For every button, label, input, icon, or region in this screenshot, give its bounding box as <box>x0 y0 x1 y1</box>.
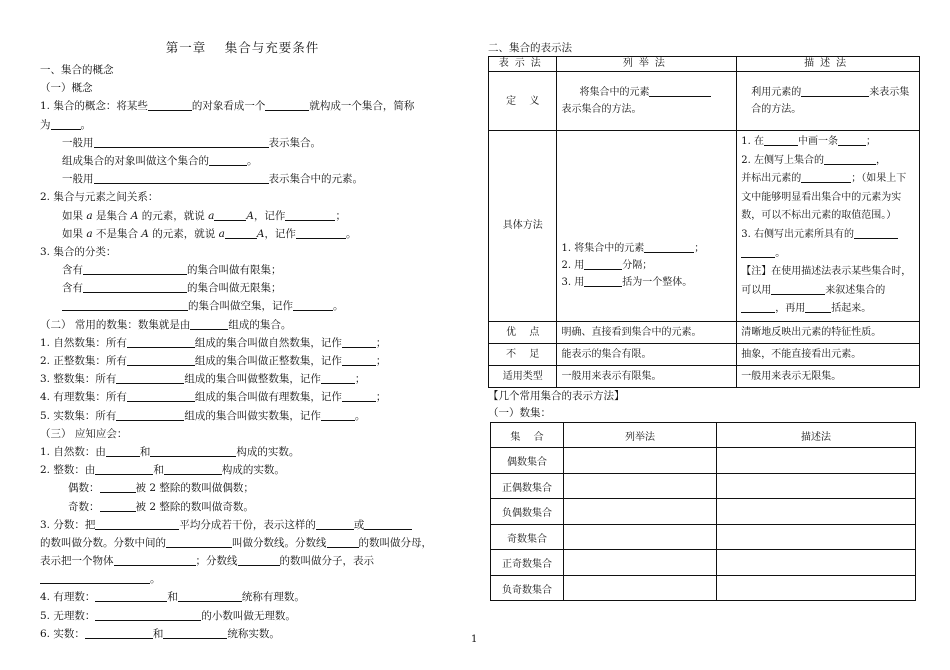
blank[interactable] <box>801 170 851 183</box>
answer-cell[interactable] <box>717 550 916 576</box>
blank[interactable] <box>114 553 196 566</box>
blank[interactable] <box>95 462 153 475</box>
table-row <box>489 365 920 387</box>
blank[interactable] <box>584 257 622 270</box>
answer-cell[interactable] <box>564 473 717 499</box>
blank[interactable] <box>364 517 412 530</box>
text-line: 2. 集合与元素之间关系： <box>40 191 159 204</box>
blank[interactable] <box>321 408 355 421</box>
blank[interactable] <box>741 300 775 313</box>
row-label: 正偶数集合 <box>491 473 564 499</box>
table-cell: 一般用来表示无限集。 <box>737 365 920 387</box>
subsection-heading: （三） 应知应会： <box>40 427 128 440</box>
right-column <box>488 40 928 601</box>
header-cell: 描述法 <box>717 422 916 448</box>
blank[interactable] <box>838 133 866 146</box>
blank[interactable] <box>584 274 622 287</box>
answer-cell[interactable] <box>564 499 717 525</box>
text-line: 偶数： 被 2 整除的数叫做偶数； <box>68 482 254 495</box>
table-row <box>491 524 916 550</box>
blank[interactable] <box>95 517 179 530</box>
blank[interactable] <box>163 626 227 639</box>
blank[interactable] <box>116 408 184 421</box>
blank[interactable] <box>83 262 187 275</box>
answer-cell[interactable] <box>564 524 717 550</box>
row-label: 定 义 <box>489 72 557 131</box>
table-row <box>489 72 920 131</box>
text-line: 6. 实数： 和 统称实数。 <box>40 627 280 640</box>
blank[interactable] <box>771 282 825 295</box>
blank[interactable] <box>342 353 376 366</box>
blank[interactable] <box>62 298 188 311</box>
text-line: 3. 分数：把 平均分成若干份，表示这样的 或 <box>40 516 445 534</box>
blank[interactable] <box>148 98 192 111</box>
table-row <box>491 473 916 499</box>
blank[interactable] <box>296 226 346 239</box>
blank[interactable] <box>85 626 153 639</box>
row-label: 负偶数集合 <box>491 499 564 525</box>
text-line: 一般用 表示集合中的元素。 <box>62 173 363 186</box>
table-row <box>491 550 916 576</box>
row-label: 正奇数集合 <box>491 550 564 576</box>
header-cell: 列举法 <box>557 57 737 72</box>
blank[interactable] <box>327 535 359 548</box>
text-line: 5. 无理数： 的小数叫做无理数。 <box>40 609 296 622</box>
blank[interactable] <box>644 240 694 253</box>
table-row <box>489 131 920 322</box>
definition-line: 1. 集合的概念：将某些 的对象看成一个 就构成一个集合，简称 <box>40 100 415 113</box>
section-heading: 一、集合的概念 <box>40 64 114 76</box>
blank[interactable] <box>293 298 333 311</box>
table-cell: 一般用来表示有限集。 <box>557 365 737 387</box>
answer-cell[interactable] <box>717 575 916 601</box>
answer-cell[interactable] <box>717 448 916 474</box>
text-line: 的集合叫做空集，记作 。 <box>40 297 445 315</box>
blank[interactable] <box>94 171 269 184</box>
table-row <box>489 343 920 365</box>
blank[interactable] <box>342 335 376 348</box>
table-cell: 将集合中的元素 表示集合的方法。 <box>557 72 737 131</box>
blank[interactable] <box>824 152 876 165</box>
row-label: 不 足 <box>489 343 557 365</box>
table-cell: 利用元素的 来表示集合的方法。 <box>737 72 920 131</box>
row-label: 具体方法 <box>489 131 557 322</box>
section-heading: 【几个常用集合的表示方法】 <box>488 389 625 402</box>
row-label: 负奇数集合 <box>491 575 564 601</box>
blank[interactable] <box>100 499 136 512</box>
table-cell: 1. 将集合中的元素 ； 2. 用 分隔； 3. 用 括为一个整体。 <box>557 131 737 322</box>
subsection-heading: （二） 常用的数集：数集就是由 组成的集合。 <box>40 318 292 331</box>
blank[interactable] <box>209 153 247 166</box>
blank[interactable] <box>95 589 167 602</box>
blank[interactable] <box>649 84 711 97</box>
table-row <box>491 575 916 601</box>
blank[interactable] <box>106 444 140 457</box>
text-line: 4. 有理数： 和 统称有理数。 <box>40 591 305 604</box>
text-line: 4. 有理数集：所有 组成的集合叫做有理数集，记作 ； <box>40 391 387 404</box>
table-header-row <box>491 422 916 448</box>
table-header-row <box>489 57 920 72</box>
representation-table <box>488 56 920 388</box>
blank[interactable] <box>238 553 280 566</box>
table-cell: 明确、直接看到集合中的元素。 <box>557 321 737 343</box>
text-line: 1. 自然数：由 和 构成的实数。 <box>40 445 300 458</box>
table-row <box>491 448 916 474</box>
blank[interactable] <box>190 317 228 330</box>
blank[interactable] <box>100 480 136 493</box>
text-line: 如果 a 不是集合 A 的元素，就说 a A，记作 。 <box>62 227 357 240</box>
blank[interactable] <box>225 226 257 239</box>
table-cell: 抽象，不能直接看出元素。 <box>737 343 920 365</box>
blank[interactable] <box>801 84 869 97</box>
blank[interactable] <box>83 280 187 293</box>
blank[interactable] <box>164 462 222 475</box>
table-cell: 1. 在 中画一条 ； 2. 左侧写上集合的 ， 并标出元素的 ；（如果上下文中能够明显看出集合中的元素为实数，可以不标出元素的取值范围。） 3. 右侧写出元素所具有的 。 【注】在使用描述法表示某些集合时，可以用 来叙述集合的，再用 括起来。 <box>737 131 920 322</box>
blank[interactable] <box>95 608 201 621</box>
text-line: 2. 整数：由 和 构成的实数。 <box>40 464 285 477</box>
blank[interactable] <box>265 98 309 111</box>
row-label: 奇数集合 <box>491 524 564 550</box>
answer-cell[interactable] <box>564 575 717 601</box>
answer-cell[interactable] <box>564 448 717 474</box>
blank[interactable] <box>285 208 335 221</box>
blank[interactable] <box>805 300 831 313</box>
row-label: 适用类型 <box>489 365 557 387</box>
blank[interactable] <box>764 133 798 146</box>
blank[interactable] <box>321 371 355 384</box>
blank[interactable] <box>741 245 775 258</box>
text-line: 3. 集合的分类： <box>40 245 117 258</box>
subsection-heading: （一）概念 <box>40 82 93 95</box>
blank[interactable] <box>316 517 354 530</box>
text-line: 奇数： 被 2 整除的数叫做奇数。 <box>68 500 254 513</box>
answer-cell[interactable] <box>717 499 916 525</box>
definition-line: 为 。 <box>40 118 91 131</box>
answer-cell[interactable] <box>717 473 916 499</box>
number-sets-table <box>490 422 916 602</box>
table-row <box>491 499 916 525</box>
text-line: 5. 实数集：所有 组成的集合叫做实数集，记作 。 <box>40 409 366 422</box>
blank[interactable] <box>178 589 242 602</box>
blank[interactable] <box>127 353 195 366</box>
chapter-title: 第一章 集合与充要条件 <box>165 40 320 55</box>
text-line: 。 <box>40 570 445 588</box>
table-cell: 能表示的集合有限。 <box>557 343 737 365</box>
text-line: 的数叫做分数。分数中间的 叫做分数线。分数线 的数叫做分母， <box>40 536 432 549</box>
blank[interactable] <box>94 135 269 148</box>
table-row <box>489 321 920 343</box>
answer-cell[interactable] <box>717 524 916 550</box>
header-cell: 集 合 <box>491 422 564 448</box>
subsection-heading: （一）数集： <box>488 406 551 419</box>
blank[interactable] <box>214 208 246 221</box>
page-number: 1 <box>471 634 478 645</box>
blank[interactable] <box>127 335 195 348</box>
blank[interactable] <box>116 371 184 384</box>
text-line: 3. 整数集：所有 组成的集合叫做整数集，记作 ； <box>40 373 366 386</box>
answer-cell[interactable] <box>564 550 717 576</box>
blank[interactable] <box>854 226 898 239</box>
blank[interactable] <box>127 389 195 402</box>
header-cell: 表示法 <box>489 57 557 72</box>
blank[interactable] <box>342 389 376 402</box>
text-line: 如果 a 是集合 A 的元素，就说 a A，记作 ； <box>62 209 346 222</box>
table-cell: 清晰地反映出元素的特征性质。 <box>737 321 920 343</box>
text-line: 表示把一个物体 ；分数线 的数叫做分子，表示 <box>40 555 374 568</box>
text-line: 含有 的集合叫做有限集； <box>62 264 282 277</box>
text-line: 2. 正整数集：所有 组成的集合叫做正整数集，记作 ； <box>40 355 387 367</box>
blank[interactable] <box>51 117 81 130</box>
text-line: 组成集合的对象叫做这个集合的 。 <box>62 154 258 167</box>
row-label: 偶数集合 <box>491 448 564 474</box>
blank[interactable] <box>40 571 150 584</box>
blank[interactable] <box>166 535 232 548</box>
left-column <box>40 38 445 643</box>
text-line: 一般用 表示集合。 <box>62 136 321 149</box>
text-line: 含有 的集合叫做无限集； <box>62 282 282 295</box>
text-line: 1. 自然数集：所有 组成的集合叫做自然数集，记作 ； <box>40 336 387 349</box>
row-label: 优 点 <box>489 321 557 343</box>
section-heading: 二、集合的表示法 <box>488 42 572 54</box>
blank[interactable] <box>150 444 236 457</box>
header-cell: 列举法 <box>564 422 717 448</box>
header-cell: 描述法 <box>737 57 920 72</box>
